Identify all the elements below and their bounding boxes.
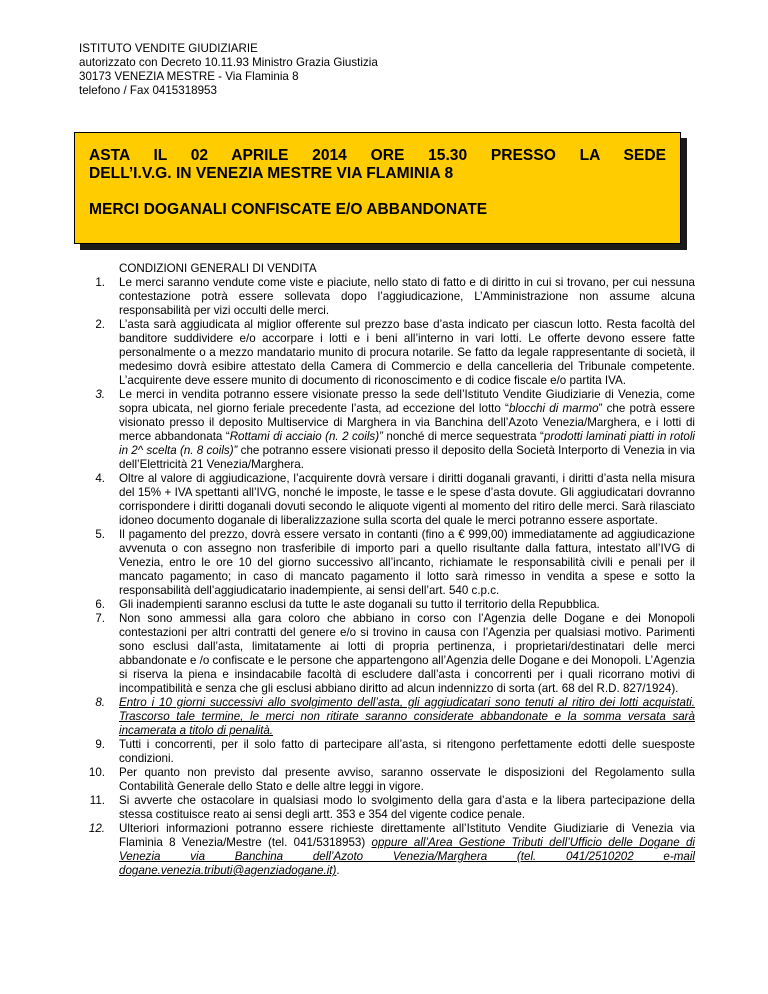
condition-item-2: 2. L’asta sarà aggiudicata al miglior offerente sul prezzo base d’asta indicato per ciascun lotto. Resta facoltà del banditore suddividere e/o accorpare i lotti e i beni all’interno in vari lotti. Le offerte devono essere fatte personalmente o a mezzo mandatario munito di procura notarile. Se fatto da legale rappresentante di società, il medesimo dovrà esibire attestato della Camera di Commercio e della cancelleria del Tribunale competente. L’acquirente deve essere munito di documento di riconoscimento e di codice fiscale e/o partita IVA. (95, 318, 695, 387)
condition-item-6: 6. Gli inadempienti saranno esclusi da tutte le aste doganali su tutto il territorio della Repubblica. (95, 598, 600, 611)
conditions-title: CONDIZIONI GENERALI DI VENDITA (119, 262, 317, 275)
condition-item-8: 8. Entro i 10 giorni successivi allo svolgimento dell’asta, gli aggiudicatari sono tenuti al ritiro dei lotti acquistati. Trascorso tale termine, le merci non ritirate saranno considerate abbandonate e la somma versata sarà incamerata a titolo di penalità. (95, 696, 695, 737)
institute-header (79, 42, 378, 98)
institute-phone: telefono / Fax 0415318953 (79, 84, 217, 97)
conditions-section (79, 262, 695, 878)
banner-line-1: ASTA IL 02 APRILE 2014 ORE 15.30 PRESSO LA SEDE (89, 147, 666, 164)
condition-item-5: 5. Il pagamento del prezzo, dovrà essere versato in contanti (fino a € 999,00) immediatamente ad aggiudicazione avvenuta o con assegno non trasferibile di importo pari a quello risultante dalla fattura, intestato all’IVG di Venezia, entro le ore 10 del giorno successivo all’incanto, richiamate le responsabilità civili e penali per il mancato pagamento; in caso di mancato pagamento il lotto sarà rimesso in vendita a spese e sotto la responsabilità dell’aggiudicatario inadempiente, ai sensi dell’art. 540 c.p.c. (95, 528, 695, 597)
condition-item-10: 10. Per quanto non previsto dal presente avviso, saranno osservate le disposizioni del Regolamento sulla Contabilità Generale dello Stato e delle altre leggi in vigore. (88, 766, 695, 793)
institute-authorization: autorizzato con Decreto 10.11.93 Ministro Grazia Giustizia (79, 56, 378, 69)
condition-item-4: 4. Oltre al valore di aggiudicazione, l’acquirente dovrà versare i diritti doganali gravanti, i diritti d’asta nella misura del 15% + IVA spettanti all’IVG, nonché le imposte, le tasse e le spese d’asta dovute. Gli aggiudicatari dovranno corrispondere i diritti doganali dovuti secondo le aliquote vigenti al momento del ritiro delle merci. Sarà rilasciato idoneo documento doganale di liberalizzazione sulla scorta del quale le merci potranno essere asportate. (95, 472, 695, 527)
dogane-contact-link[interactable]: oppure all’Area Gestione Tributi dell’Ufficio delle Dogane di Venezia via Banchina dell’Azoto Venezia/Marghera (tel. 041/2510202 e-mail dogane.venezia.tributi@agenziadogane.it) (119, 836, 695, 877)
condition-item-12: 12. Ulteriori informazioni potranno essere richieste direttamente all’Istituto Vendite Giudiziarie di Venezia via Flaminia 8 Venezia/Mestre (tel. 041/5318953) oppure all’Area Gestione Tributi dell’Ufficio delle Dogane di Venezia via Banchina dell’Azoto Venezia/Marghera (tel. 041/2510202 e-mail dogane.venezia.tributi@agenziadogane.it). (88, 822, 695, 877)
condition-item-1: 1. Le merci saranno vendute come viste e piaciute, nello stato di fatto e di diritto in cui si trovano, per cui nessuna contestazione potrà essere sollevata dopo l’aggiudicazione, L’Amministrazione non assume alcuna responsabilità per vizi occulti delle merci. (95, 276, 695, 317)
auction-banner (74, 132, 681, 244)
banner-subtitle: MERCI DOGANALI CONFISCATE E/O ABBANDONATE (89, 201, 488, 218)
conditions-list (79, 276, 695, 878)
condition-item-7: 7. Non sono ammessi alla gara coloro che abbiano in corso con l’Agenzia delle Dogane e dei Monopoli contestazioni per altri contratti del genere e/o si trovino in causa con l’Agenzia per qualsiasi motivo. Parimenti sono esclusi dall’asta, limitatamente ai lotti di propria pertinenza, i proprietari/destinatari delle merci abbandonate e /o confiscate e le persone che appartengono all’Agenzia delle Dogane e dei Monopoli. L’Agenzia si riserva la piena e insindacabile facoltà di escludere dall’asta i concorrenti per i quali ricorrano motivi di incompatibilità e senza che gli esclusi abbiano diritto ad alcun indennizzo di sorta (art. 68 del R.D. 827/1924). (95, 612, 695, 695)
condition-item-9: 9. Tutti i concorrenti, per il solo fatto di partecipare all’asta, si ritengono perfettamente edotti delle suesposte condizioni. (95, 738, 695, 765)
condition-item-3: 3. Le merci in vendita potranno essere visionate presso la sede dell’Istituto Vendite Giudiziarie di Venezia, come sopra ubicata, nel giorno feriale precedente l’asta, ad eccezione del lotto “blocchi di marmo” che potrà essere visionato presso il deposito Multiservice di Marghera in via Banchina dell’Azoto Venezia/Marghera, e i lotti di merce abbandonata “Rottami di acciaio (n. 2 coils)” nonché di merce sequestrata “prodotti laminati piatti in rotoli in 2^ scelta (n. 8 coils)” che potranno essere visionati presso il deposito della Società Interporto di Venezia in via dell’Elettricità 21 Venezia/Marghera. (95, 388, 696, 471)
condition-item-11: 11. Si avverte che ostacolare in qualsiasi modo lo svolgimento della gara d’asta e la libera partecipazione della stessa costituisce reato ai sensi degli artt. 353 e 354 del vigente codice penale. (89, 794, 695, 821)
institute-name: ISTITUTO VENDITE GIUDIZIARIE (79, 42, 258, 55)
banner-line-2: DELL’I.V.G. IN VENEZIA MESTRE VIA FLAMINIA 8 (89, 165, 454, 182)
institute-address: 30173 VENEZIA MESTRE - Via Flaminia 8 (79, 70, 299, 83)
